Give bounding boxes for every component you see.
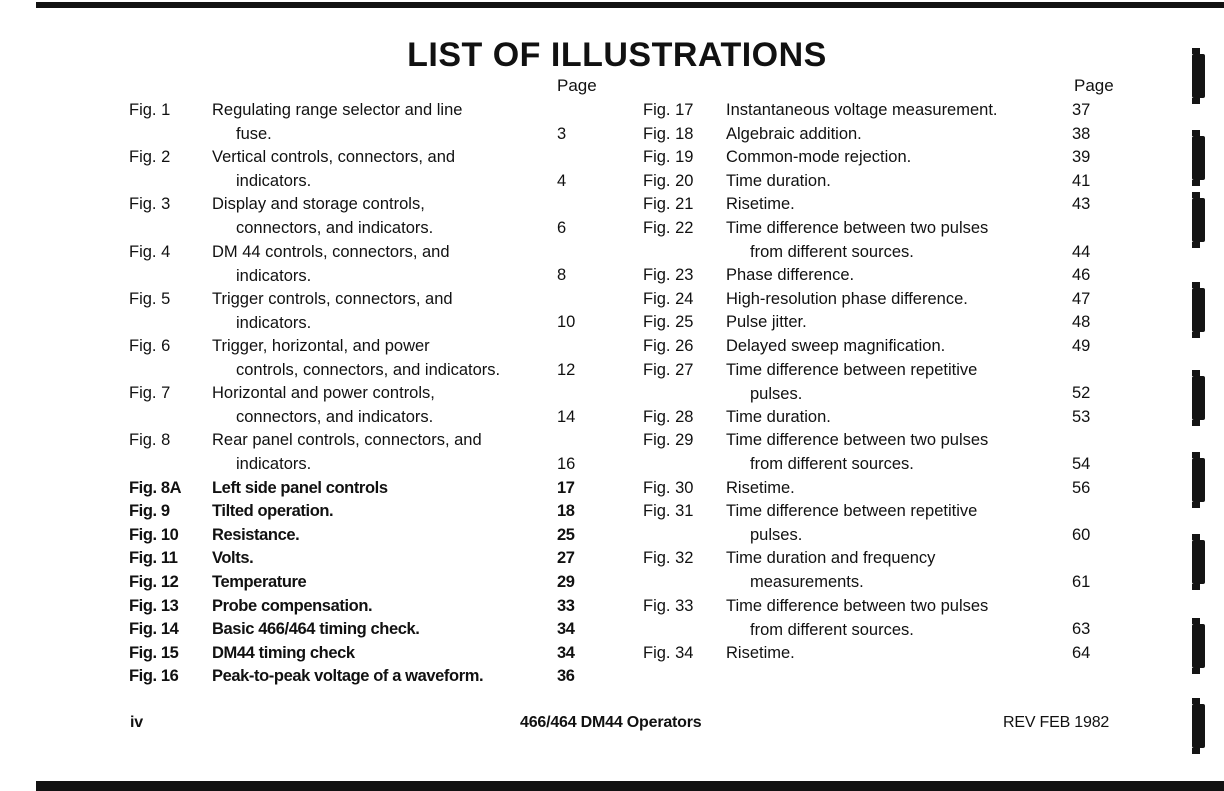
figure-caption: Pulse jitter.	[726, 313, 807, 332]
figure-number: Fig. 26	[643, 337, 694, 355]
binding-mark	[1192, 540, 1205, 584]
figure-caption: High-resolution phase difference.	[726, 289, 968, 308]
illustration-entry	[129, 476, 599, 500]
illustration-entry	[643, 216, 1113, 263]
figure-caption: Trigger, horizontal, and power	[212, 337, 430, 355]
figure-caption: Time difference between two pulses	[726, 431, 989, 450]
illustration-entry	[643, 145, 1113, 169]
figure-caption-continued: from different sources.	[750, 620, 914, 639]
illustration-entry	[643, 263, 1113, 287]
page-number: 6	[557, 218, 567, 237]
figure-caption: Display and storage controls,	[212, 195, 425, 214]
figure-caption-continued: from different sources.	[750, 455, 914, 474]
figure-caption: Instantaneous voltage measurement.	[726, 101, 998, 119]
binding-mark	[1192, 54, 1205, 98]
illustration-entry	[129, 334, 599, 381]
figure-caption: Left side panel controls	[212, 478, 388, 497]
page-number: 54	[1072, 454, 1091, 473]
illustration-entry	[129, 523, 599, 547]
binding-marks	[1184, 40, 1220, 780]
figure-number: Fig. 24	[643, 289, 694, 308]
figure-number: Fig. 31	[643, 502, 694, 521]
illustration-entry	[129, 664, 599, 688]
right-page-column-header: Page	[1074, 76, 1114, 95]
figure-caption: Risetime.	[726, 643, 795, 662]
figure-caption-continued: indicators.	[236, 266, 312, 285]
footer-page-number: iv	[130, 714, 143, 731]
illustration-entry	[643, 98, 1113, 122]
figure-number: Fig. 2	[129, 148, 171, 167]
binding-mark	[1192, 624, 1205, 668]
figure-caption: Horizontal and power controls,	[212, 384, 435, 403]
illustration-entry	[129, 98, 599, 145]
figure-caption: Common-mode rejection.	[726, 148, 912, 167]
figure-caption-continued: indicators.	[236, 455, 312, 474]
footer-revision: REV FEB 1982	[1003, 714, 1110, 731]
figure-caption: Time duration.	[726, 171, 831, 190]
figure-caption-continued: measurements.	[750, 573, 864, 592]
page-number: 48	[1072, 313, 1091, 332]
illustration-entry	[129, 381, 599, 428]
figure-number: Fig. 33	[643, 596, 694, 615]
figure-caption: DM 44 controls, connectors, and	[212, 242, 450, 261]
figure-caption: Phase difference.	[726, 266, 855, 285]
binding-mark	[1192, 288, 1205, 332]
figure-number: Fig. 7	[129, 384, 171, 403]
figure-number: Fig. 23	[643, 266, 694, 285]
page-number: 14	[557, 407, 576, 426]
page-number: 37	[1072, 101, 1091, 119]
illustration-entry	[643, 546, 1113, 593]
figure-caption-continued: from different sources.	[750, 243, 914, 261]
figure-number: Fig. 10	[129, 525, 179, 544]
illustration-entry	[643, 310, 1113, 334]
illustration-entry	[643, 405, 1113, 429]
illustration-entry	[129, 428, 599, 475]
page-number: 61	[1072, 572, 1091, 591]
figure-caption: Delayed sweep magnification.	[726, 337, 946, 355]
page-number: 10	[557, 313, 576, 332]
figure-caption: Time difference between two pulses	[726, 219, 989, 237]
figure-number: Fig. 13	[129, 596, 179, 615]
page-number: 41	[1072, 171, 1091, 190]
binding-mark	[1192, 198, 1205, 242]
figure-number: Fig. 25	[643, 313, 694, 332]
figure-caption: Algebraic addition.	[726, 124, 862, 143]
figure-caption-continued: pulses.	[750, 526, 803, 545]
illustration-entry	[643, 334, 1113, 358]
figure-number: Fig. 9	[129, 502, 170, 521]
figure-caption: Risetime.	[726, 478, 795, 497]
figure-number: Fig. 21	[643, 195, 694, 214]
illustration-entry	[643, 192, 1113, 216]
figure-caption-continued: pulses.	[750, 384, 803, 403]
illustration-entry	[129, 594, 599, 618]
figure-number: Fig. 27	[643, 360, 694, 379]
figure-number: Fig. 8A	[129, 478, 182, 497]
illustration-entry	[643, 499, 1113, 546]
illustration-entry	[129, 287, 599, 334]
page-title: LIST OF ILLUSTRATIONS	[407, 36, 827, 74]
figure-caption: Peak-to-peak voltage of a waveform.	[212, 667, 484, 686]
illustration-entry	[643, 169, 1113, 193]
page-number: 49	[1072, 337, 1091, 355]
figure-caption: Temperature	[212, 573, 307, 591]
page-number: 16	[557, 454, 576, 473]
figure-number: Fig. 15	[129, 643, 179, 662]
figure-number: Fig. 20	[643, 171, 694, 190]
illustration-entry	[129, 617, 599, 641]
figure-caption-continued: connectors, and indicators.	[236, 408, 434, 427]
page-number: 60	[1072, 525, 1091, 544]
figure-caption: Time difference between repetitive	[726, 502, 978, 521]
figure-number: Fig. 34	[643, 643, 694, 662]
illustration-entry	[129, 192, 599, 239]
figure-number: Fig. 12	[129, 573, 179, 591]
illustration-entry	[129, 641, 599, 665]
illustration-entry	[129, 499, 599, 523]
figure-caption-continued: controls, connectors, and indicators.	[236, 361, 501, 379]
figure-caption-continued: indicators.	[236, 172, 312, 191]
page-number: 34	[557, 620, 575, 639]
figure-number: Fig. 32	[643, 549, 694, 568]
page-number: 33	[557, 596, 575, 615]
page-number: 17	[557, 478, 575, 497]
figure-number: Fig. 11	[129, 549, 178, 568]
figure-number: Fig. 14	[129, 620, 179, 639]
figure-number: Fig. 18	[643, 124, 694, 143]
illustration-entry	[129, 546, 599, 570]
page-number: 47	[1072, 289, 1091, 308]
figure-caption: Time difference between two pulses	[726, 596, 989, 615]
page-number: 39	[1072, 148, 1091, 167]
bottom-rule	[36, 781, 1224, 791]
left-page-column-header: Page	[557, 76, 597, 95]
page-number: 18	[557, 502, 575, 521]
page-number: 8	[557, 266, 567, 285]
illustration-entry	[643, 428, 1113, 475]
figure-number: Fig. 22	[643, 219, 694, 237]
page-number: 34	[557, 643, 575, 662]
figure-caption: Volts.	[212, 549, 254, 568]
figure-number: Fig. 19	[643, 148, 694, 167]
footer-manual-title: 466/464 DM44 Operators	[520, 714, 702, 731]
figure-number: Fig. 6	[129, 337, 171, 355]
figure-caption: Trigger controls, connectors, and	[212, 289, 453, 308]
page-number: 56	[1072, 478, 1091, 497]
figure-number: Fig. 29	[643, 431, 694, 450]
page-number: 12	[557, 360, 576, 379]
page-number: 64	[1072, 643, 1091, 662]
top-rule	[36, 2, 1224, 8]
figure-number: Fig. 28	[643, 407, 694, 426]
illustration-entry	[643, 358, 1113, 405]
illustration-entry	[643, 641, 1113, 665]
figure-number: Fig. 8	[129, 431, 171, 450]
page-number: 44	[1072, 242, 1091, 261]
illustration-entry	[643, 122, 1113, 146]
figure-number: Fig. 1	[129, 101, 171, 119]
figure-caption: Basic 466/464 timing check.	[212, 620, 420, 639]
page-number: 4	[557, 171, 567, 190]
illustration-entry	[643, 594, 1113, 641]
figure-number: Fig. 30	[643, 478, 694, 497]
figure-number: Fig. 5	[129, 289, 171, 308]
illustration-entry	[643, 287, 1113, 311]
page-number: 52	[1072, 384, 1091, 403]
illustration-entry	[129, 570, 599, 594]
figure-number: Fig. 17	[643, 101, 694, 119]
page-number: 63	[1072, 620, 1091, 639]
figure-caption: Time duration and frequency	[726, 549, 936, 568]
page-number: 29	[557, 573, 575, 591]
figure-number: Fig. 16	[129, 667, 179, 686]
figure-caption: Tilted operation.	[212, 502, 334, 521]
page-number: 53	[1072, 407, 1091, 426]
figure-caption: Probe compensation.	[212, 596, 373, 615]
figure-caption: Vertical controls, connectors, and	[212, 148, 456, 167]
figure-caption: Time difference between repetitive	[726, 360, 978, 379]
binding-mark	[1192, 458, 1205, 502]
illustration-entry	[129, 240, 599, 287]
page-number: 27	[557, 549, 575, 568]
figure-caption-continued: indicators.	[236, 313, 312, 332]
page-number: 38	[1072, 124, 1091, 143]
figure-caption: DM44 timing check	[212, 643, 355, 662]
figure-caption-continued: fuse.	[236, 125, 272, 143]
illustration-entry	[129, 145, 599, 192]
page-number: 36	[557, 667, 575, 686]
binding-mark	[1192, 704, 1205, 748]
figure-caption: Resistance.	[212, 525, 300, 544]
page-number: 43	[1072, 195, 1091, 214]
page-number: 25	[557, 525, 575, 544]
binding-mark	[1192, 376, 1205, 420]
binding-mark	[1192, 136, 1205, 180]
figure-caption: Time duration.	[726, 407, 831, 426]
figure-caption-continued: connectors, and indicators.	[236, 219, 434, 238]
figure-number: Fig. 3	[129, 195, 171, 214]
figure-caption: Rear panel controls, connectors, and	[212, 431, 482, 450]
page-number: 46	[1072, 266, 1091, 285]
illustration-entry	[643, 476, 1113, 500]
figure-number: Fig. 4	[129, 242, 171, 261]
page-number: 3	[557, 124, 567, 143]
figure-caption: Risetime.	[726, 195, 795, 214]
figure-caption: Regulating range selector and line	[212, 101, 463, 119]
